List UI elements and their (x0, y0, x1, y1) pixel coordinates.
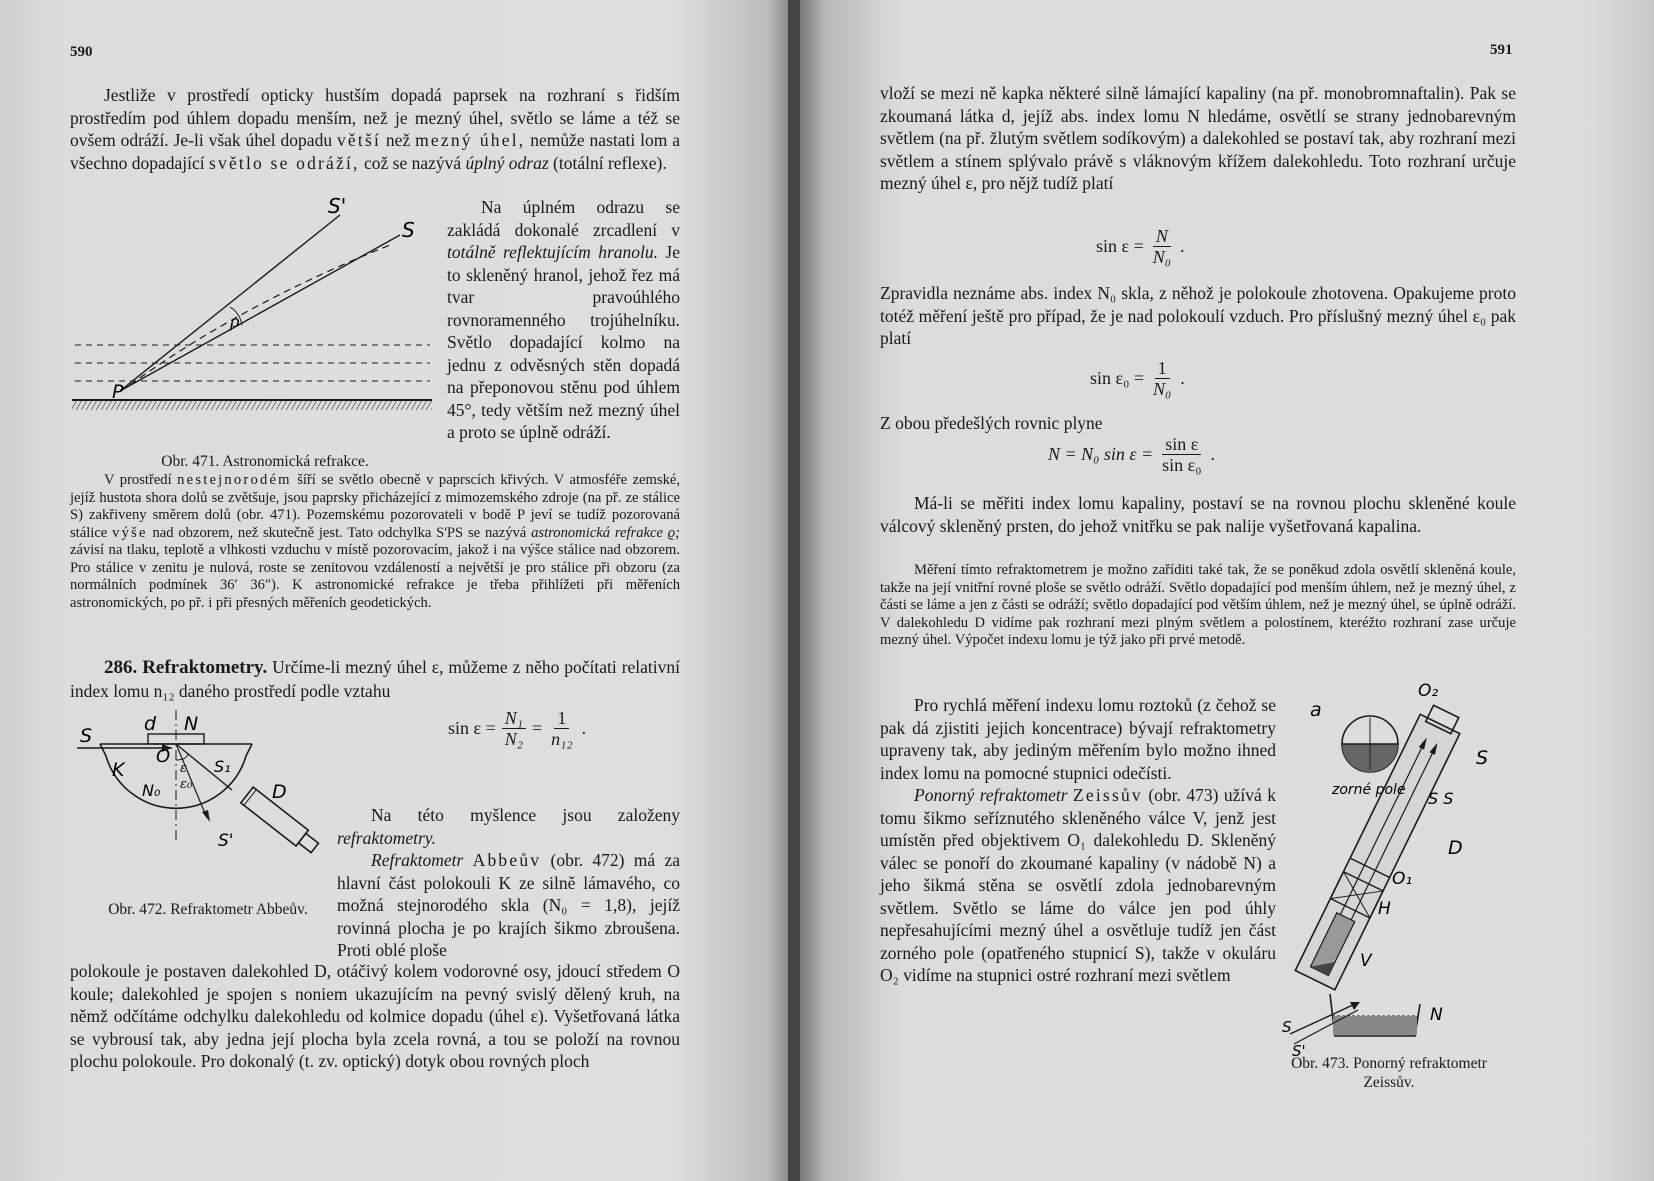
ray-s (120, 235, 400, 391)
label-n: N (1430, 1005, 1443, 1025)
right-paragraph-5: Pro rychlá měření indexu lomu roztoků (z čehož se pak dá zjistiti jejich koncentrace) bývají refraktometry upraveny tak, aby jediným měřením bylo možno ihned index lomu na pomocné stupnici odečísti. Ponorný refraktometr Zeissův (obr. 473) užívá k tomu šikmo seříznutého skleněného válce V, jenž jest umístěn před objektivem O₁ dalekohledu D. Skleněný válec se ponoří do zkoumané kapaliny (v nádobě N) a jeho šikmá stěna se osvětlí zdola jednobarevným světlem. Světlo se láme do válce jen pod úhly nepřesahujícími mezný úhel a osvětluje tudíž jen část zorného pole (opatřeného stupnicí S), takže v okuláru O₂ vidíme na stupnici ostré rozhraní mezi světlem (880, 695, 1277, 985)
label-s: S (1476, 747, 1489, 769)
total-reflection-paragraph: Na úplném odrazu se zakládá dokonalé zrcadlení v totálně reflektujícím hranolu. Je to skleněný hranol, jehož řez má tvar pravoúhlého rovnoramenného trojúhelníku. Světlo dopadající kolmo na jednu z odvěsných stěn dopadá na přeponovou stěnu pod úhlem 45°, tedy větším než mezný úhel a proto se úplně odráží. (447, 197, 680, 442)
label-o2: O₂ (1418, 681, 1439, 701)
label-d-big: D (272, 781, 287, 803)
label-k: K (112, 759, 125, 781)
label-d: D (1448, 837, 1463, 859)
label-eps: ε (180, 761, 187, 776)
formula-n-sin-ratio: N = N₀ sin ε = $\frac{\text{sin ε}}{\text{sin ε₀}}$ . (1048, 434, 1216, 475)
right-paragraph-2: Zpravidla neznáme abs. index N₀ skla, z něhož je polokoule zhotovena. Opakujeme proto totéž měření ještě pro případ, že je nad polokoulí vzduch. Pro příslušný mezný úhel ε₀ pak platí (880, 283, 1516, 348)
figure-471-astronomical-refraction (70, 195, 435, 425)
label-v: V (1360, 951, 1372, 971)
label-n0: N₀ (142, 781, 161, 800)
ray-s-prime (120, 215, 340, 391)
telescope-paragraph: polokoule je postaven dalekohled D, otáčivý kolem vodorovné osy, jdoucí středem O koule; dalekohled je spojen s noniem ukazujícím na pevný svislý dělený kruh, na němž odčítáme odchylku dalekohledu od kolmice dopadu (úhel ε). Vyšetřovaná látka se vybrousí tak, aby jedna její plocha byla zcela rovná, a tou se položí na rovnou plochu polokoule. Pro dokonalý (t. zv. optický) dotyk obou rovných ploch (70, 961, 680, 1071)
label-eps0: ε₀ (180, 777, 193, 792)
right-small-paragraph: Měření tímto refraktometrem je možno zaříditi také tak, že se poněkud zdola osvětlí skleněná koule, takže na její vnitřní rovné ploše se světlo odráží. Světlo dopadající pod menším úhlem, než je mezný úhel, z části se láme a jen z části se odráží; světlo dopadající pod větším úhlem, než je mezný úhel, se úplně odráží. V dalekohledu D vidíme pak rozhraní mezi plným světlem a polostínem, kteréžto rozhraní zase určuje mezný úhel. Výpočet indexu lomu je týž jako při prvé metodě. (880, 562, 1516, 648)
label-rho: ρ (230, 312, 240, 331)
right-paragraph-1: vloží se mezi ně kapka některé silně lámající kapaliny (na př. monobromnaftalin). Pak se zkoumaná látka d, jejíž abs. index lomu N hledáme, osvětlí se strany jednobarevným světlem (na př. žlutým světlem sodíkovým) a dalekohled se postaví tak, aby rozhraní mezi světlem a stínem splývalo právě s vláknovým křížem dalekohledu. Toto rozhraní určuje mezný úhel ε, pro nějž tudíž platí (880, 83, 1516, 193)
label-n: N (184, 713, 199, 735)
label-d: d (144, 713, 157, 735)
page-number-right: 591 (1490, 42, 1513, 58)
refraction-small-paragraph: V prostředí nestejnorodém šíří se světlo obecně v paprscích křivých. V atmosféře zemské, jejíž hustota shora dolů se zvětšuje, jsou paprsky přicházející z mimozemského zdroje (na př. ze stálice S) zakřiveny směrem dolů (obr. 471). Pozemskému pozorovateli v bodě P jeví se tudíž pozorovaná stálice výše nad obzorem, než skutečně jest. Tato odchylka S'PS se nazývá astronomická refrakce ϱ; závisí na tlaku, teplotě a vlhkosti vzduchu v místě pozorovacím, jakož i na výšce stálice nad obzorem. Pro stálice v zenitu je nulová, roste se zenitovou vzdáleností a největší je pro stálice při obzoru (za normálních podmínek 36′ 36″). K astronomické refrakce je třeba přihlížeti při měřeních astronomických, po př. i při přesných měřeních geodetických. (70, 472, 681, 611)
section-286: 286. Refraktometry. Určíme-li mezný úhel ε, můžeme z něho počítati relativní index lomu n₁₂ daného prostředí podle vztahu (70, 657, 680, 701)
label-s-prime: S' (1292, 1042, 1306, 1060)
section-number: 286. (104, 657, 138, 678)
figure-473-caption: Obr. 473. Ponorný refraktometr Zeissův. (1291, 1055, 1487, 1091)
label-o1: O₁ (1392, 869, 1413, 889)
figure-471-caption: Obr. 471. Astronomická refrakce. (161, 453, 369, 470)
formula-sin-eps0: sin ε₀ = $\frac{1}{\text{N₀}}$ . (1090, 358, 1185, 399)
right-paragraph-3: Z obou předešlých rovnic plyne (880, 413, 1103, 433)
ground-hatch (72, 400, 432, 410)
label-ss: S S (1428, 789, 1454, 808)
section-title: Refraktometry. (142, 657, 268, 678)
label-o: O (156, 746, 171, 767)
right-paragraph-4: Má-li se měřiti index lomu kapaliny, postaví se na rovnou plochu skleněné koule válcový skleněný prsten, do jehož vnitřku se pak nalije vyšetřovaná kapalina. (880, 493, 1516, 536)
label-s-bottom: S (1282, 1018, 1292, 1036)
figure-473-zeiss-immersion-refractometer (1280, 681, 1495, 1060)
page-left (0, 0, 790, 1181)
label-s-prime: S' (328, 194, 347, 218)
formula-sin-eps-n12: sin ε = $\frac{\text{N₁}}{\text{N₂}}$ = $\frac{1}{\text{n₁₂}}$ . (448, 708, 587, 749)
label-zorne-pole: zorné pole (1332, 782, 1406, 798)
page-number-left: 590 (70, 44, 93, 60)
page-right (800, 0, 1654, 1181)
figure-472-abbe-refractometer (72, 700, 334, 850)
label-s: S (80, 725, 93, 747)
formula-sin-eps: sin ε = $\frac{N}{\text{N₀}}$ . (1096, 226, 1185, 267)
label-a: a (1310, 699, 1322, 721)
label-s-prime: S' (218, 831, 234, 851)
label-s: S (402, 218, 415, 242)
label-s1: S₁ (214, 757, 231, 776)
refractometers-paragraph: Na této myšlence jsou založeny refraktometry. Refraktometr Abbeův (obr. 472) má za hlavní část polokouli K ze silně lámavého, co možná stejnorodého skla (N₀ = 1,8), jejíž rovinná plocha je po krajích šikmo zbroušena. Proti oblé ploše (337, 805, 680, 960)
figure-472-caption: Obr. 472. Refraktometr Abbeův. (108, 901, 308, 918)
label-h: H (1378, 899, 1391, 919)
label-p: P (112, 381, 124, 403)
intro-paragraph: Jestliže v prostředí opticky hustším dopadá paprsek na rozhraní s řidším prostředím pod úhlem dopadu menším, než je mezný úhel, světlo se láme a též se ovšem odráží. Je-li však úhel dopadu větší než mezný úhel, nemůže nastati lom a všechno dopadající světlo se odráží, což se nazývá úplný odraz (totální reflexe). (70, 85, 680, 173)
